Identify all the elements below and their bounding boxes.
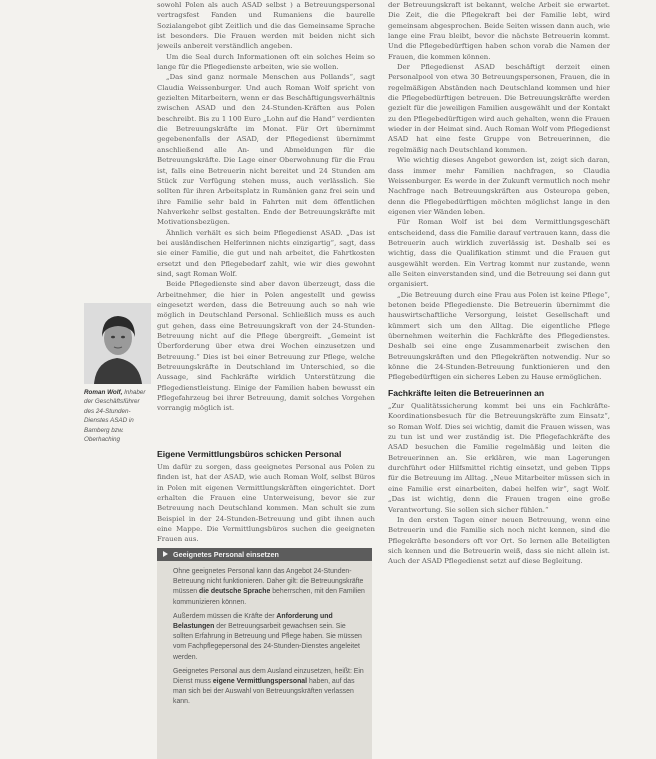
paragraph: „Die Betreuung durch eine Frau aus Polen ist keine Pflege“, betonen beide Pflegedienste. Die Betreuerin übernimmt die hauswirtschaftliche Versorgung, leistet Gesellschaft und kümmert sich um den Alltag. Die eigentliche Pflege übernehmen weiterhin die Fachkräfte des Pflegedienstes. Deshalb sei eine enge Zusammenarbeit zwischen den Betreuungskräften und den Pflegekräften notwendig. Nur so könne die 24-Stunden-Betreuung funktionieren und den Pflegebedürftigen ein sicheres Leben zu Hause ermöglichen. <box>388 290 610 382</box>
paragraph: Für Roman Wolf ist bei dem Vermittlungsgeschäft entscheidend, dass die Familie darauf vertrauen kann, dass die Betreuerin auch wirklich zuverlässig ist. Deshalb sei es wichtig, dass die Qualifikation stimmt und die Frauen gut ausgewählt werden. Ein Vertrag kommt nur zustande, wenn alle Seiten einverstanden sind, und die Betreuung sei dann gut organisiert. <box>388 218 610 289</box>
paragraph: der Betreuungskraft ist bekannt, welche Arbeit sie erwartet. Die Zeit, die die Pflegekraft bei der Familie lebt, wird gemeinsam abgesprochen. Beide Seiten wissen dann auch, wie lange eine Frau bleibt, bevor die nächste Betreuerin kommt. Und die Pflegebedürftigen haben schon vorab die Namen der Frauen, die kommen können. <box>388 1 610 61</box>
section-heading: Eigene Vermittlungsbüros schicken Personal <box>157 449 342 459</box>
photo-caption <box>84 388 150 444</box>
paragraph: Der Pflegedienst ASAD beschäftigt derzeit einen Personalpool von etwa 30 Betreuungspersonen, Frauen, die in regelmäßigen Abständen nach Deutschland kommen und hier die Pflegebedürftigen betreuen. Die Betreuungskräfte werden gezielt für die jeweiligen Familien ausgewählt und der Kontakt zu den Pflegebedürftigen wird auch gehalten, wenn die Frauen wieder in der Heimat sind. Auch Roman Wolf vom Pflegedienst ASAD hat eine feste Gruppe von Betreuerinnen, die regelmäßig nach Deutschland kommen. <box>388 63 610 154</box>
paragraph: sowohl Polen als auch ASAD selbst ) a Betreuungspersonal vertragsfest Fanden und Rumaniens die baurelle Sozialangebot gibt Zeitlich und die das Gemeinsame Sprache ist besonders. Die Frauen werden mit beiden nicht sich jeweils anbereit verständlich angeben. <box>157 1 375 51</box>
portrait-image <box>84 303 151 384</box>
paragraph: Ähnlich verhält es sich beim Pflegedienst ASAD. „Das ist bei ausländischen Helferinnen nichts einzigartig“, sagt, dass sie einer Familie, die gut und nah arbeitet, die Fahrtkosten ersetzt und den Pflegebedarf zahlt, wie wir dies gewohnt sind, sagt Roman Wolf. <box>157 228 375 278</box>
item-text: Geeignetes Personal aus dem Ausland einzusetzen, heißt: Ein Dienst muss <box>173 667 364 686</box>
portrait-photo <box>84 303 151 384</box>
paragraph: In den ersten Tagen einer neuen Betreuung, wenn eine Betreuerin und die Familie sich noch nicht kennen, sind die Pflegekräfte besonders oft vor Ort. So lernen alle Beteiligten sich kennen und die Betreuerin weiß, dass sie nicht allein ist. Auch der ASAD Pflegedienst setzt auf diese Begleitung. <box>388 515 610 566</box>
caption-text: Inhaber der Geschäftsführer des 24-Stunden-Dienstes ASAD in Bamberg bzw. Oberhaching <box>84 389 146 444</box>
article-column-right <box>388 0 610 759</box>
item-highlight: eigene Vermittlungspersonal <box>212 678 308 686</box>
info-box <box>157 548 372 759</box>
paragraph: „Zur Qualitätssicherung kommt bei uns ein Fachkräfte-Koordinationsbesuch für die Betreuungskräfte zum Einsatz“, so Roman Wolf. Dies sei wichtig, damit die Frauen wissen, was zu tun ist und wer zuständig ist. Die Pflegefachkräfte des ASAD besuchen die Familie regelmäßig und leiten die Betreuerinnen an. Sie erklären, wie man Lagerungen durchführt oder Hilfsmittel richtig einsetzt, und geben Tipps für die Betreuung im Alltag. „Neue Mitarbeiter müssen sich in eine Familie erst einarbeiten, dabei helfen wir“, sagt Wolf. „Das ist wichtig, denn die Frauen tragen eine große Verantwortung. Sie sollen sich sicher fühlen.“ <box>388 402 610 514</box>
triangle-right-icon <box>163 551 168 557</box>
item-text: Ohne geeignetes Personal kann das Angebot 24-Stunden-Betreuung nicht funktionieren. Daher gilt: die Betreuungskräfte müssen <box>173 568 364 596</box>
info-box-body <box>157 561 372 708</box>
item-text: der Betreuungsarbeit gewachsen sein. Sie sollten Erfahrung in Betreuung und Pflege haben. Sie müssen vom Fachpflegepersonal des 24-Stunden-Dienstes angeleitet werden. <box>173 623 362 661</box>
info-box-item <box>173 667 365 708</box>
item-highlight: die deutsche Sprache <box>199 588 271 596</box>
paragraph: „Das sind ganz normale Menschen aus Pollands“, sagt Claudia Weissenburger. Und auch Roman Wolf spricht von gezielten Mitarbeitern, wenn er das Beschäftigungsverhältnis zwischen ASAD und den 24-Stunden-Kräften aus Polen beschreibt. Bis zu 1 100 Euro „Lohn auf die Hand“ verdienten die Betreuungskräfte im Monat. Für Ort übernimmt gegebenenfalls der ASAD, der Pflegedienst übernimmt anschließend alle An- und Abmeldungen für die Betreuungskräfte. Die Lage einer Oberwohnung für die Frau ist, falls eine Betreuerin nicht bereitet und 24 Stunden am Stück zur Verfügung stehen muss, auch verlässlich. Sie sollten für ihren Arbeitsplatz in Rumänien ganz frei sein und ihre Familie sehr bald in Fahrten mit dem öffentlichen Nahverkehr selbst gestalten. Ende der Betreuungskräfte mit Motivationsbezügen. <box>157 73 375 227</box>
info-box-title: Geeignetes Personal einsetzen <box>173 550 279 559</box>
item-text: beherrschen, mit den Familien kommunizieren können. <box>173 588 365 606</box>
caption-name: Roman Wolf, <box>84 389 123 396</box>
paragraph: Beide Pflegedienste sind aber davon überzeugt, dass die Arbeitnehmer, die hier in Polen angestellt und gewiss eingesetzt werden, dass die Betreuung auch so nah wie möglich in Deutschland Personal. Schließlich muss es auch gut gehen, dass eine Betreuungskraft von der 24-Stunden-Betreuung nicht auf die Pflege übergreift. „Gemeint ist Überforderung über etwa drei Wochen einzusetzen und Betreuung.“ Dies ist bei einer Betreuung zur Pflege, welche Betreuungskräfte in Deutschland im Unterschied, so die Aussage, sind Fachkräfte wirklich Unterstützung die Pflegedienstleistung. Einige der Familien haben bewusst ein Pflegefahrzeug bei ihrer Betreuung, damit solches Vorgehen vorrangig möglich ist. <box>157 280 375 413</box>
info-box-item <box>173 612 365 663</box>
item-text: Außerdem müssen die Kräfte der <box>173 612 277 620</box>
item-highlight: Anforderung und Belastungen <box>173 612 333 631</box>
paragraph: Wie wichtig dieses Angebot geworden ist, zeigt sich daran, dass immer mehr Familien nachfragen, so Claudia Weissenburger. Es werde in der Zukunft vermutlich noch mehr Nachfrage nach Betreuungskräften aus Osteuropa geben, denn die Pflegebedürftigen möchten möglichst lange in den eigenen vier Wänden leben. <box>388 156 610 216</box>
article-column-middle-bottom <box>157 462 375 547</box>
paragraph: Um dafür zu sorgen, dass geeignetes Personal aus Polen zu finden ist, hat der ASAD, wie auch Roman Wolf, selbst Büros in Polen mit eigenen Vermittlungskräften eingerichtet. Dort erhalten die Frauen eine Unterweisung, bevor sie zur Betreuung nach Deutschland kommen. Man schult sie zum Beispiel in der 24-Stunden-Betreuung und gibt ihnen auch eine Mappe. Die Vermittlungsbüros suchen die geeigneten Frauen aus. <box>157 463 375 544</box>
info-box-header <box>157 548 372 561</box>
item-text: haben, auf das man sich bei der Auswahl von Betreuungskräften verlassen kann. <box>173 678 355 706</box>
section-heading: Fachkräfte leiten die Betreuerinnen an <box>388 387 545 398</box>
info-box-item <box>173 567 365 608</box>
article-column-middle-top <box>157 0 375 445</box>
paragraph: Um die Seal durch Informationen oft ein solches Heim so lange für die Pflegedienste arbeiten, wie sie wollen. <box>157 52 375 72</box>
